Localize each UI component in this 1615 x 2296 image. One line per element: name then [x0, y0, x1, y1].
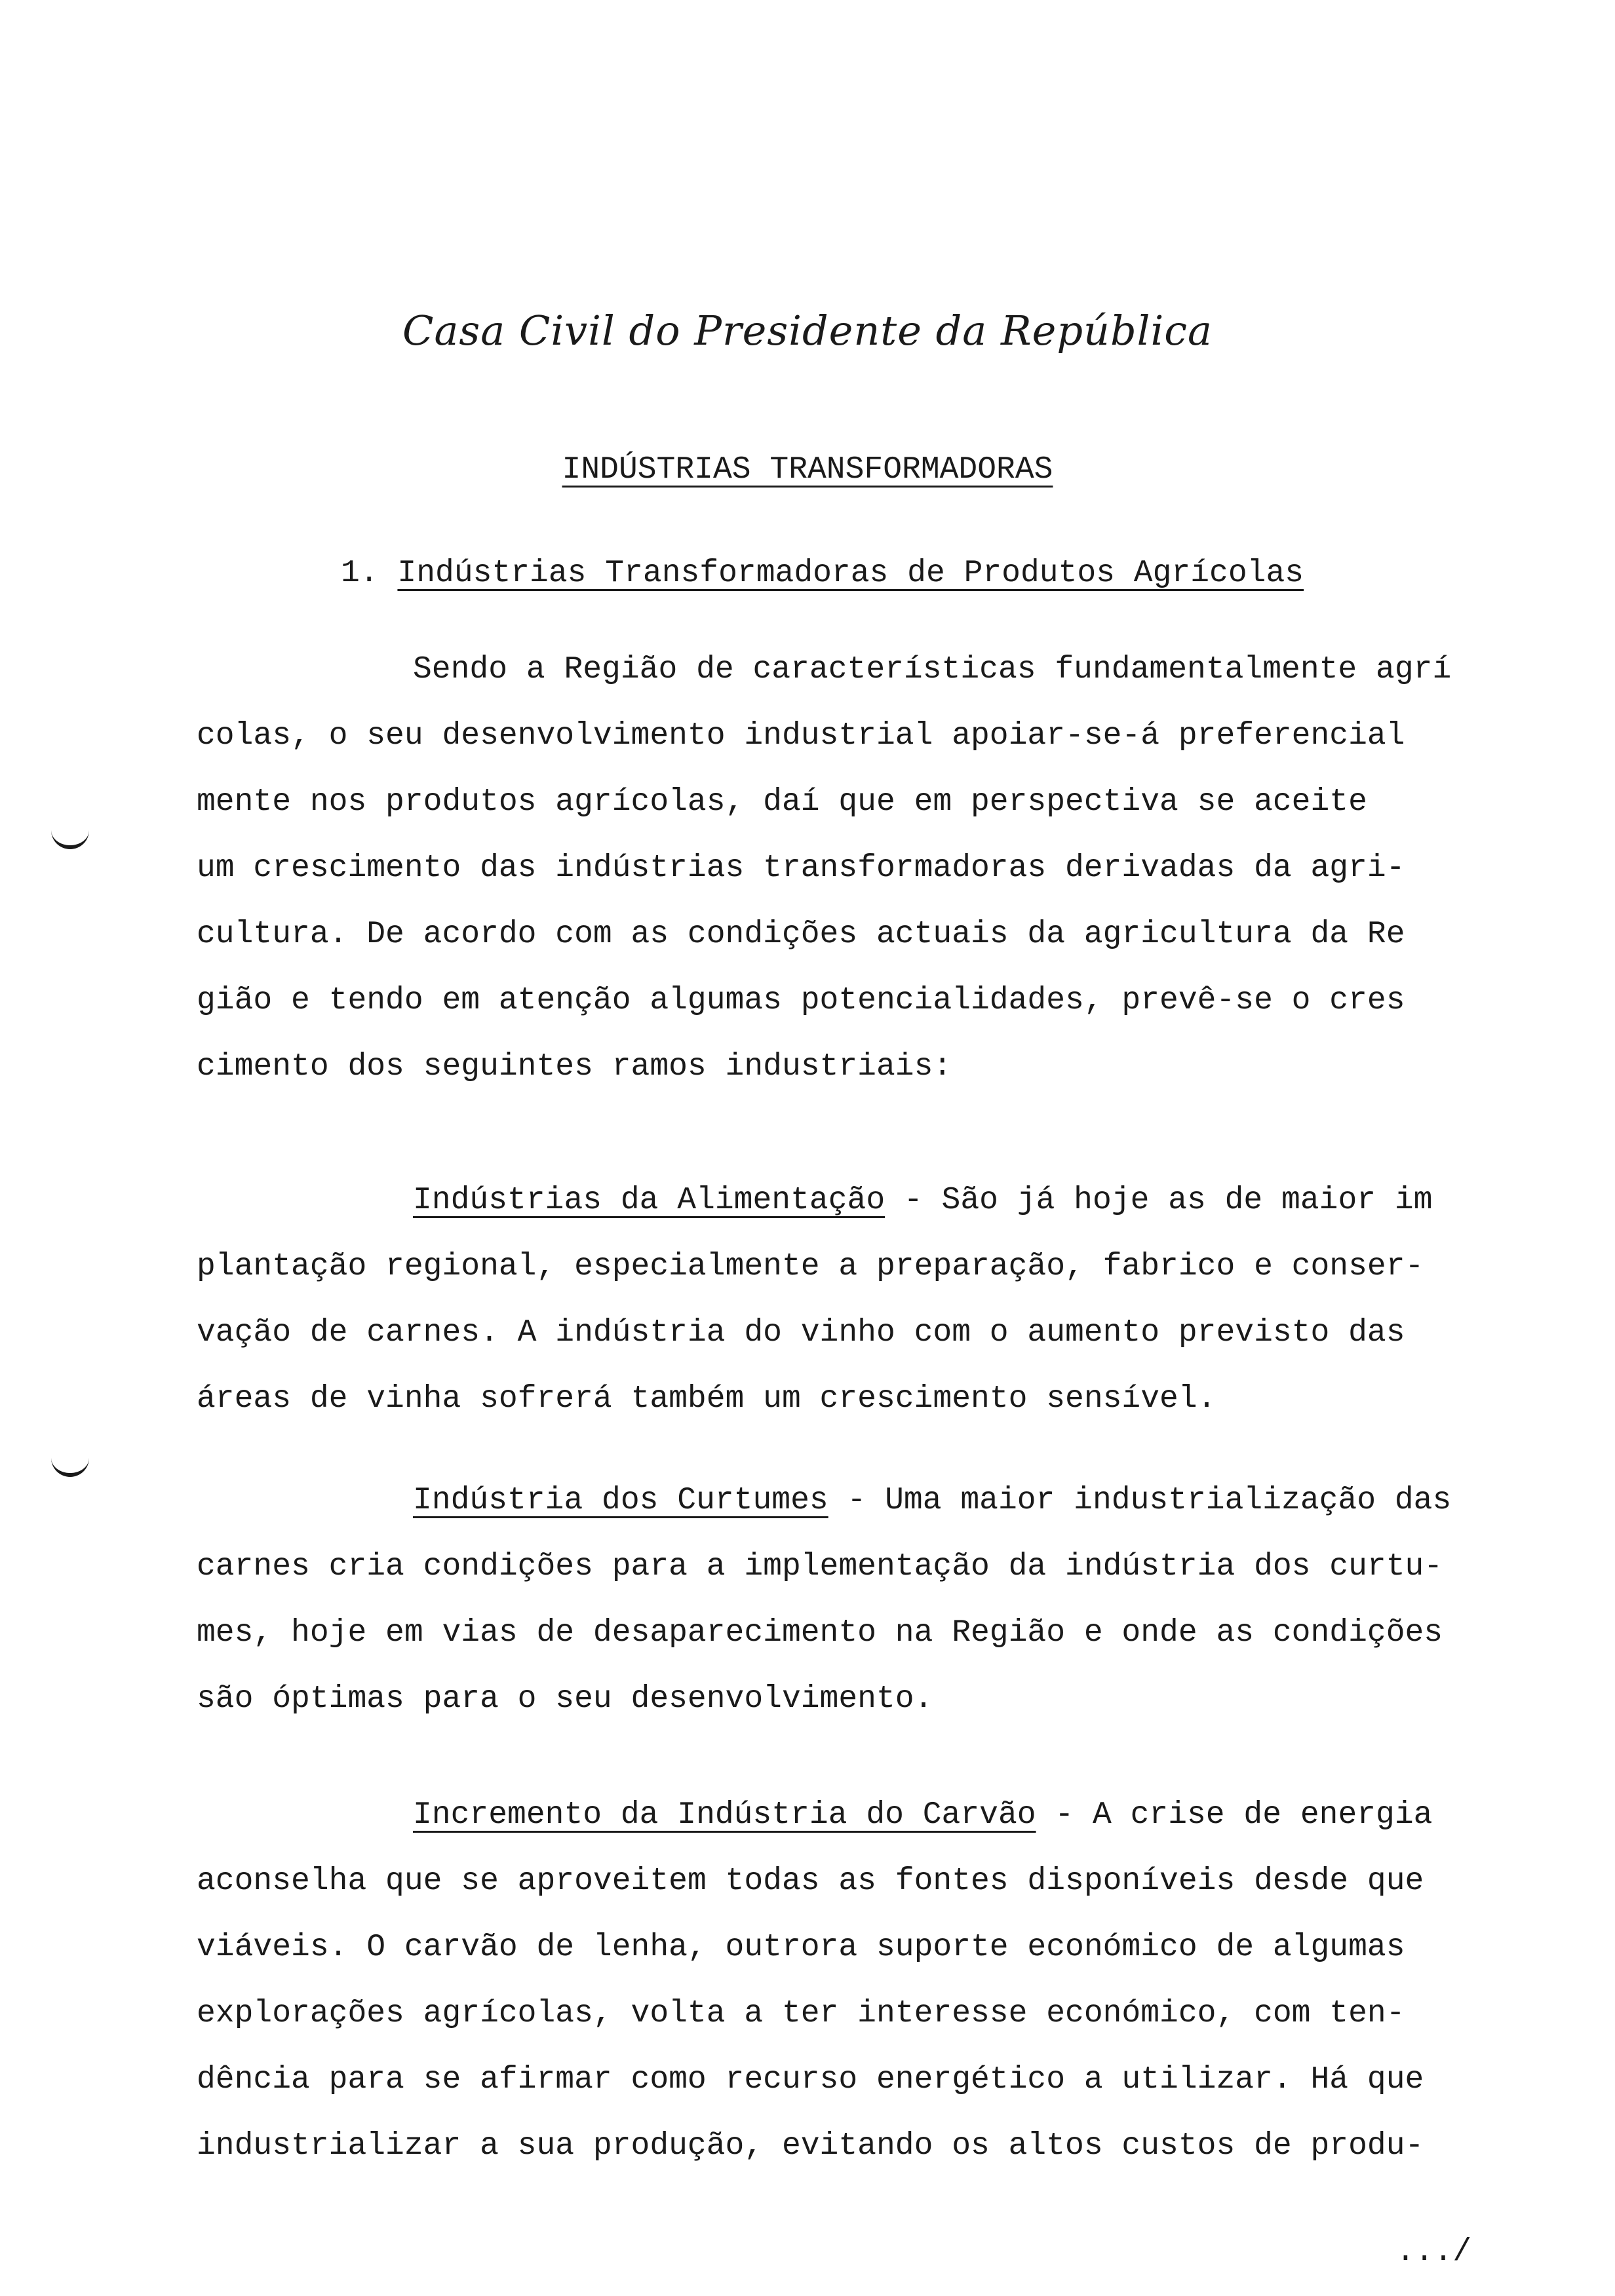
- text-line: áreas de vinha sofrerá também um crescimento sensível.: [197, 1381, 1216, 1417]
- margin-check-mark-icon: [51, 827, 89, 849]
- text-line: plantação regional, especialmente a preparação, fabrico e conser-: [197, 1249, 1424, 1284]
- text-line: mes, hoje em vias de desaparecimento na Região e onde as condições: [197, 1615, 1443, 1651]
- subsection-alimentacao: [197, 1168, 1501, 1432]
- text-line: são óptimas para o seu desenvolvimento.: [197, 1681, 933, 1717]
- subsection-curtumes: [197, 1468, 1501, 1732]
- subsection-lead: - Uma maior industrialização das: [828, 1483, 1452, 1518]
- subsection-heading: Incremento da Indústria do Carvão: [413, 1797, 1036, 1833]
- section-title: Indústrias Transformadoras de Produtos Agrícolas: [397, 556, 1304, 591]
- text-line: carnes cria condições para a implementação da indústria dos curtu-: [197, 1549, 1443, 1584]
- subsection-lead: - A crise de energia: [1036, 1797, 1433, 1833]
- page-title-text: INDÚSTRIAS TRANSFORMADORAS: [562, 452, 1053, 488]
- subsection-heading: Indústria dos Curtumes: [413, 1483, 828, 1518]
- text-line: [197, 1168, 1501, 1234]
- text-line: um crescimento das indústrias transformadoras derivadas da agri-: [197, 851, 1405, 886]
- intro-paragraph: [197, 637, 1501, 1100]
- subsection-lead: - São já hoje as de maior im: [885, 1183, 1433, 1218]
- letterhead: Casa Civil do Presidente da República: [402, 307, 1213, 354]
- subsection-heading: Indústrias da Alimentação: [413, 1183, 885, 1218]
- text-line: explorações agrícolas, volta a ter interesse económico, com ten-: [197, 1996, 1405, 2031]
- text-line: colas, o seu desenvolvimento industrial apoiar-se-á preferencial: [197, 718, 1405, 754]
- text-line: vação de carnes. A indústria do vinho com o aumento previsto das: [197, 1315, 1405, 1350]
- text-line: aconselha que se aproveitem todas as fontes disponíveis desde que: [197, 1864, 1424, 1899]
- text-line: Sendo a Região de características fundamentalmente agrí: [413, 652, 1452, 687]
- section-number: 1.: [341, 556, 379, 591]
- text-line: dência para se afirmar como recurso energético a utilizar. Há que: [197, 2062, 1424, 2097]
- text-line: [197, 1782, 1501, 1848]
- page-title: [0, 452, 1615, 488]
- text-line: viáveis. O carvão de lenha, outrora suporte económico de algumas: [197, 1930, 1405, 1965]
- text-line: industrializar a sua produção, evitando os altos custos de produ-: [197, 2128, 1424, 2164]
- text-line: [197, 1468, 1501, 1534]
- subsection-carvao: [197, 1782, 1501, 2179]
- text-line: mente nos produtos agrícolas, daí que em perspectiva se aceite: [197, 784, 1367, 820]
- margin-check-mark-icon: [51, 1455, 89, 1477]
- section-heading: [341, 556, 1304, 591]
- page-continuation: .../: [1396, 2234, 1472, 2270]
- text-line: cimento dos seguintes ramos industriais:: [197, 1049, 952, 1084]
- text-line: gião e tendo em atenção algumas potencialidades, prevê-se o cres: [197, 983, 1405, 1018]
- text-line: cultura. De acordo com as condições actuais da agricultura da Re: [197, 917, 1405, 952]
